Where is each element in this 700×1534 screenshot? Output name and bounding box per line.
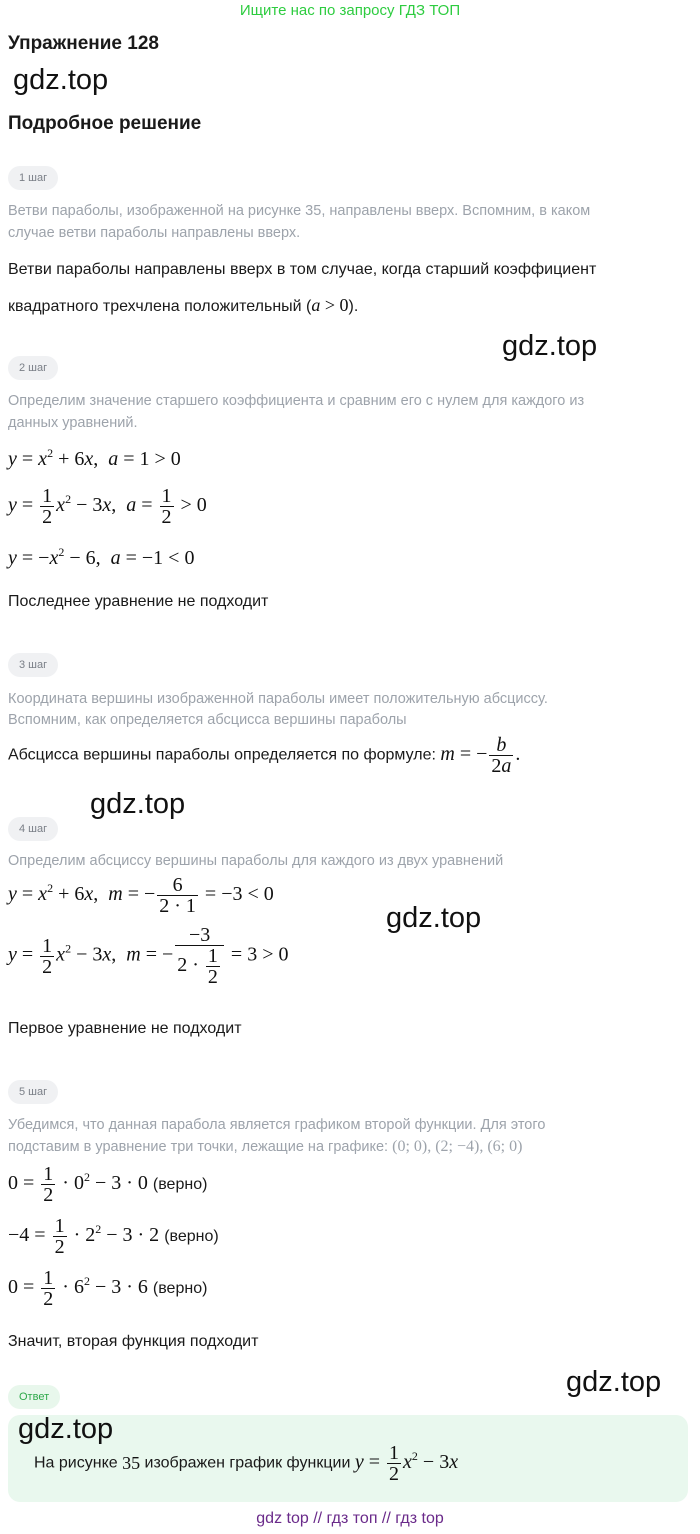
exercise-title: Упражнение 128	[8, 33, 159, 54]
step-2-equation-1: $y = x^2 + 6x$, a = 1 > 0	[8, 446, 181, 470]
step-1-text-prefix: квадратного трехчлена положительный (	[8, 298, 312, 315]
step-5-badge: 5 шаг	[8, 1080, 58, 1104]
step-5-points: (0; 0), (2; −4), (6; 0)	[392, 1138, 523, 1155]
step-5-check-1: 0 = $\frac{1}{2}$ · $0^2 - 3 \cdot 0$ (верно)	[8, 1163, 208, 1206]
step-1-badge: 1 шаг	[8, 166, 58, 190]
watermark: gdz.top	[386, 902, 482, 934]
watermark: gdz.top	[502, 330, 598, 362]
top-banner[interactable]: Ищите нас по запросу ГДЗ ТОП	[239, 2, 461, 19]
footer-links[interactable]: gdz top // гдз топ // гдз top	[256, 1510, 444, 1527]
verified-label: (верно)	[164, 1228, 219, 1246]
answer-function-math: y = $\frac{1}{2}$ $x^2 - 3x$	[354, 1442, 459, 1485]
verified-label: (верно)	[152, 1280, 208, 1298]
step-2-badge: 2 шаг	[8, 356, 58, 380]
watermark: gdz.top	[13, 64, 109, 96]
step-1-hint-line-2: случае ветви параболы направлены вверх.	[8, 225, 301, 241]
watermark: gdz.top	[18, 1413, 114, 1445]
watermark: gdz.top	[90, 788, 186, 820]
watermark: gdz.top	[566, 1366, 662, 1398]
step-2-equation-3: $y = -x^2 - 6$, a = −1 < 0	[8, 545, 195, 569]
step-3-badge: 3 шаг	[8, 653, 58, 677]
step-5-hint-line-1: Убедимся, что данная парабола является графиком второй функции. Для этого	[8, 1117, 546, 1133]
step-5-conclusion: Значит, вторая функция подходит	[8, 1333, 259, 1350]
step-4-equation-1: $y = x^2 + 6x$, m = − $\frac{6}{2 \cdot 1}$ = −3 < 0	[8, 874, 274, 917]
step-1-text-line-2	[8, 288, 358, 324]
step-2-hint-line-1: Определим значение старшего коэффициента и сравним его с нулем для каждого из	[8, 393, 585, 409]
step-3-formula-line	[8, 735, 520, 776]
step-1-hint-line-1: Ветви параболы, изображенной на рисунке 35, направлены вверх. Вспомним, в каком	[8, 203, 591, 219]
step-5-hint-prefix: подставим в уравнение три точки, лежащие на графике:	[8, 1139, 393, 1155]
step-2-hint-line-2: данных уравнений.	[8, 415, 138, 431]
step-5-check-3: 0 = $\frac{1}{2}$ · $6^2 - 3 \cdot 6$ (верно)	[8, 1267, 208, 1310]
step-3-hint-line-1: Координата вершины изображенной параболы имеет положительную абсциссу.	[8, 691, 548, 707]
step-4-equation-2: y = $\frac{1}{2}$ $x^2 - 3x$, m = − −3 2 · $\frac{1}{2}$ = 3 > 0	[8, 924, 289, 988]
step-1-condition-math: a > 0	[311, 295, 349, 315]
step-4-badge: 4 шаг	[8, 817, 58, 841]
step-3-formula-math: m = − $\frac{b}{2a}$ .	[440, 734, 521, 777]
step-5-check-2: −4 = $\frac{1}{2}$ · $2^2 - 3 \cdot 2$ (верно)	[8, 1215, 219, 1258]
step-5-hint-line-2	[8, 1136, 522, 1158]
answer-line	[34, 1443, 458, 1484]
answer-badge: Ответ	[8, 1385, 60, 1409]
step-4-conclusion: Первое уравнение не подходит	[8, 1020, 242, 1037]
answer-text-middle: изображен график функции	[140, 1454, 355, 1472]
step-1-text-line-1: Ветви параболы направлены вверх в том случае, когда старший коэффициент	[8, 261, 597, 278]
verified-label: (верно)	[152, 1176, 208, 1194]
step-1-text-suffix: ).	[348, 298, 359, 315]
step-3-text-prefix: Абсцисса вершины параболы определяется по формуле:	[8, 746, 441, 764]
step-3-hint-line-2: Вспомним, как определяется абсцисса вершины параболы	[8, 712, 407, 728]
step-2-conclusion: Последнее уравнение не подходит	[8, 593, 269, 610]
step-2-equation-2: y = $\frac{1}{2}$ $x^2 - 3x$, a = $\frac{1}{2}$ > 0	[8, 485, 207, 528]
solution-title: Подробное решение	[8, 113, 202, 134]
answer-figure-number: 35	[122, 1453, 141, 1473]
answer-text-prefix: На рисунке	[34, 1454, 123, 1472]
step-4-hint-line-1: Определим абсциссу вершины параболы для каждого из двух уравнений	[8, 853, 504, 869]
